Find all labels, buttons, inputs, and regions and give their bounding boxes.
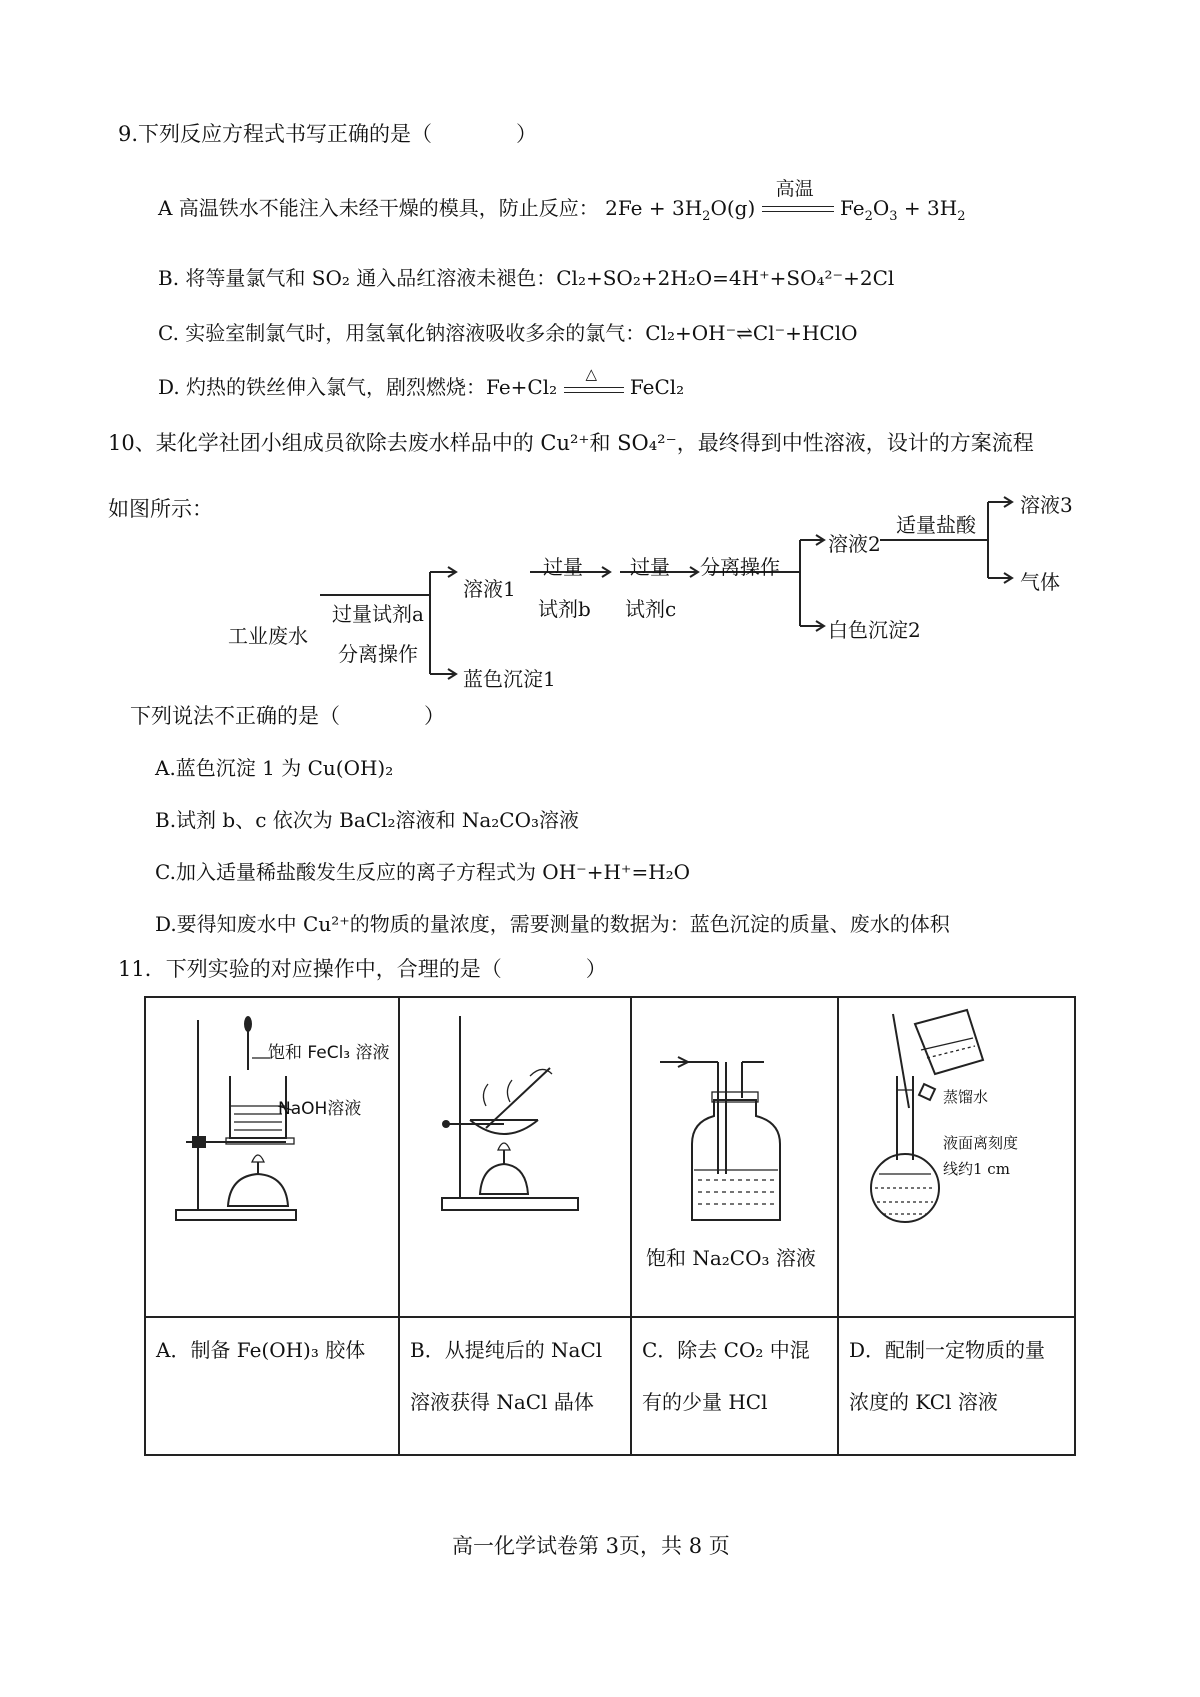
figure-c-gas-washing-bottle: [632, 998, 837, 1248]
flow-solution1: 溶液1: [463, 577, 516, 601]
flow-hcl: 适量盐酸: [896, 513, 976, 537]
q10-option-a: A.蓝色沉淀 1 为 Cu(OH)₂: [155, 756, 394, 780]
page-footer: 高一化学试卷第 3页，共 8 页: [452, 1534, 730, 1558]
q10-option-b: B.试剂 b、c 依次为 BaCl₂溶液和 Na₂CO₃溶液: [155, 808, 579, 832]
flow-gas: 气体: [1020, 570, 1060, 594]
q9-option-a-text: A 高温铁水不能注入未经干燥的模具，防止反应：: [158, 196, 599, 220]
q9-option-d-left: D. 灼热的铁丝伸入氯气，剧烈燃烧：Fe+Cl₂: [158, 375, 558, 399]
q9-option-a-arrow: [762, 177, 834, 220]
figure-b-cell: [399, 997, 631, 1317]
flow-solution3: 溶液3: [1020, 493, 1073, 517]
q9-option-d-condition: △: [585, 364, 598, 383]
q9-option-d-arrow: [564, 364, 624, 399]
q9-option-a: A 高温铁水不能注入未经干燥的模具，防止反应： $2Fe + 3H_2O(g)$ 高温 $Fe_2O_3 + 3H_2$: [158, 192, 965, 224]
q10-prompt: 下列说法不正确的是（ ）: [130, 704, 445, 728]
figure-d-cell: [838, 997, 1075, 1317]
figure-d-label-level: 液面离刻度: [943, 1134, 1019, 1152]
q9-option-d-right: FeCl₂: [629, 375, 685, 399]
q9-option-a-eq-left2: O(g): [710, 196, 756, 220]
flow-excess-c-top: 过量: [630, 555, 670, 579]
q9-option-a-eq-right2: O: [872, 196, 890, 220]
option-d-cell: [838, 1317, 1075, 1455]
figure-d-volumetric-flask: [839, 998, 1074, 1316]
flow-start: 工业废水: [228, 624, 308, 648]
q9-option-b: B. 将等量氯气和 SO₂ 通入品红溶液未褪色：Cl₂+SO₂+2H₂O=4H⁺+SO₄²⁻+2Cl: [158, 266, 895, 290]
figure-d-label-distance: 线约1 cm: [943, 1160, 1010, 1178]
q9-option-a-eq-left: 2Fe + 3H: [605, 196, 703, 220]
q10-option-d: D.要得知废水中 Cu²⁺的物质的量浓度，需要测量的数据为：蓝色沉淀的质量、废水的体积: [155, 912, 950, 936]
q9-stem: 9.下列反应方程式书写正确的是（ ）: [118, 122, 538, 146]
flow-excess-c-bottom: 试剂c: [625, 597, 677, 621]
q9-option-d: [158, 364, 685, 400]
q11-option-d: D．配制一定物质的量浓度的 KCl 溶液: [849, 1338, 1046, 1414]
q10-stem-line1: 10、某化学社团小组成员欲除去废水样品中的 Cu²⁺和 SO₄²⁻，最终得到中性溶液，设计的方案流程: [108, 431, 1034, 455]
flow-precip1: 蓝色沉淀1: [463, 667, 556, 691]
flow-solution2: 溶液2: [828, 532, 881, 556]
figure-a-label-naoh: NaOH溶液: [278, 1099, 362, 1119]
figure-c-label: 饱和 Na₂CO₃ 溶液: [646, 1246, 816, 1270]
flow-sep1: 分离操作: [338, 642, 418, 666]
figure-a-cell: [145, 997, 399, 1317]
flow-reagent-a: 过量试剂a: [332, 602, 424, 626]
q11-apparatus-table: [144, 996, 1076, 1456]
q11-option-a: A．制备 Fe(OH)₃ 胶体: [156, 1338, 366, 1362]
q11-option-b: B．从提纯后的 NaCl 溶液获得 NaCl 晶体: [410, 1338, 603, 1414]
q9-option-c: C. 实验室制氯气时，用氢氧化钠溶液吸收多余的氯气：Cl₂+OH⁻⇌Cl⁻+HClO: [158, 321, 858, 345]
option-c-cell: [631, 1317, 838, 1455]
q11-option-c: C．除去 CO₂ 中混有的少量 HCl: [642, 1338, 810, 1414]
figure-c-cell: [631, 997, 838, 1317]
figure-a-label-fecl3: 饱和 FeCl₃ 溶液: [268, 1043, 390, 1063]
flow-excess-b-top: 过量: [543, 555, 583, 579]
flow-excess-b-bottom: 试剂b: [538, 597, 591, 621]
figure-d-label-water: 蒸馏水: [943, 1088, 989, 1106]
q10-stem-line2: 如图所示：: [108, 497, 213, 521]
q9-option-a-eq-right3: + 3H: [897, 196, 958, 220]
flow-precip2: 白色沉淀2: [828, 618, 921, 642]
flow-sep2: 分离操作: [700, 555, 780, 579]
q9-option-a-eq-right: Fe: [839, 196, 865, 220]
q10-option-c: C.加入适量稀盐酸发生反应的离子方程式为 OH⁻+H⁺=H₂O: [155, 860, 691, 884]
q11-stem: 11．下列实验的对应操作中，合理的是（ ）: [118, 957, 607, 981]
q9-option-a-condition: 高温: [775, 177, 814, 200]
option-a-cell: [145, 1317, 399, 1455]
figure-b-evaporation-apparatus: [400, 998, 630, 1316]
option-b-cell: [399, 1317, 631, 1455]
